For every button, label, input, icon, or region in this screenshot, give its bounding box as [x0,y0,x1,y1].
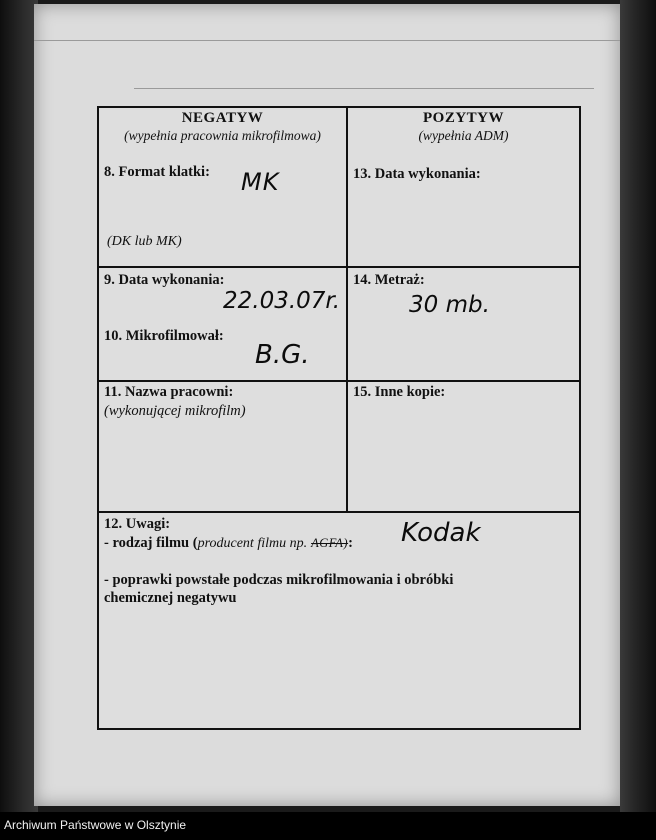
card-rule-top [34,40,620,41]
film-type-prefix: - rodzaj filmu ( [104,535,198,551]
column-divider [346,108,348,512]
film-type-example: AGFA) [311,536,349,550]
field-10-value: B.G. [255,340,310,370]
archive-name: Archiwum Państwowe w Olsztynie [4,818,187,832]
row-divider-2 [99,380,579,382]
field-8-value: MK [241,168,280,196]
microfilm-form [97,106,581,730]
field-8-hint: (DK lub MK) [107,234,182,249]
pozytyw-header [348,110,579,144]
field-11-hint: (wykonującej mikrofilm) [104,403,246,419]
negatyw-title: NEGATYW [181,110,264,126]
scan-edge-right [620,0,656,812]
field-9-label: 9. Data wykonania: [104,272,225,288]
negatyw-subtitle: (wypełnia pracownia mikrofilmowa) [124,128,321,143]
field-8-label: 8. Format klatki: [104,164,210,180]
corrections-line-2: chemicznej negatywu [104,590,237,606]
field-14-value: 30 mb. [409,292,490,318]
field-13-label: 13. Data wykonania: [353,166,481,182]
field-14-label: 14. Metraż: [353,272,425,288]
field-15-label: 15. Inne kopie: [353,384,446,400]
row-divider-3 [99,511,579,513]
field-10-label: 10. Mikrofilmował: [104,328,224,344]
scan-edge-left [0,0,38,812]
field-9-value: 22.03.07r. [223,288,341,314]
pozytyw-title: POZYTYW [422,110,504,126]
corrections-line-1: - poprawki powstałe podczas mikrofilmowania i obróbki [104,572,454,588]
field-12-label: 12. Uwagi: [104,516,171,532]
row-divider-1 [99,266,579,268]
negatyw-header [99,110,346,144]
film-type-colon: : [348,535,353,551]
film-type-value: Kodak [401,518,481,548]
archive-footer [0,812,656,840]
pozytyw-subtitle: (wypełnia ADM) [418,128,509,143]
film-type-hint: producent filmu np. [197,536,308,551]
field-11-label: 11. Nazwa pracowni: [104,384,234,400]
film-type-line [104,534,353,552]
card-rule-second [134,88,594,89]
